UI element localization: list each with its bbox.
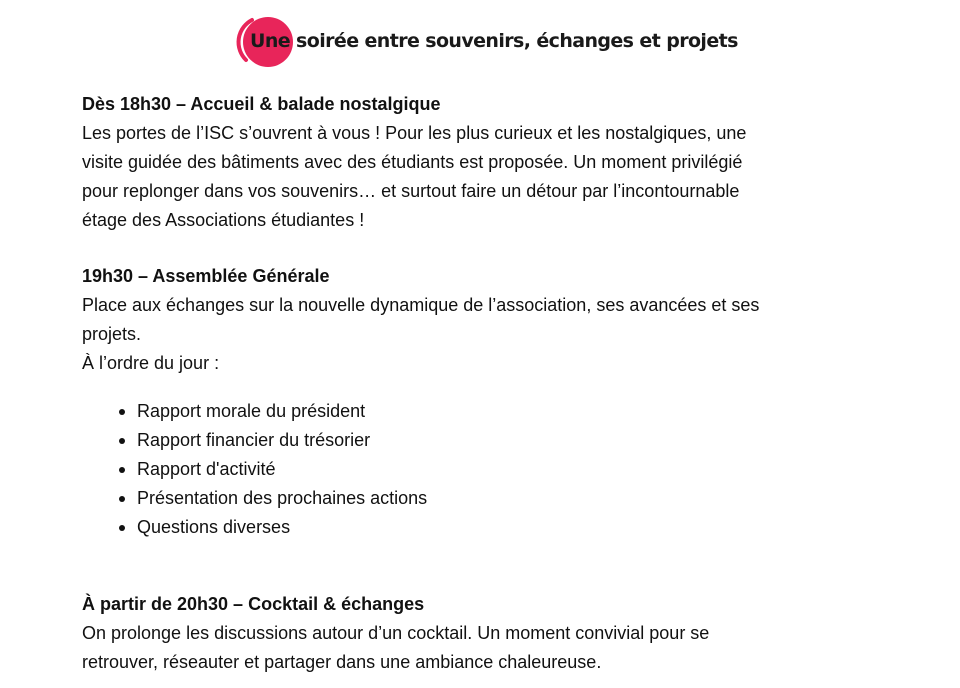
banner-title-rest: soirée entre souvenirs, échanges et projets: [290, 30, 738, 52]
spacer: [82, 542, 902, 590]
section-text-line: visite guidée des bâtiments avec des étudiants est proposée. Un moment privilégié: [82, 152, 743, 172]
spacer: [82, 235, 902, 262]
section-text-line: pour replonger dans vos souvenirs… et surtout faire un détour par l’incontournable: [82, 181, 740, 201]
spacer: [82, 378, 902, 397]
agenda-item: Rapport morale du président: [137, 397, 902, 426]
agenda-item: Questions diverses: [137, 513, 902, 542]
banner-title: [250, 30, 738, 52]
section-text-line: À l’ordre du jour :: [82, 353, 220, 373]
section-text-line: étage des Associations étudiantes !: [82, 210, 365, 230]
section-text-line: projets.: [82, 324, 142, 344]
section-cocktail: [82, 590, 902, 677]
section-title: Dès 18h30 – Accueil & balade nostalgique: [82, 94, 441, 114]
agenda-item: Présentation des prochaines actions: [137, 484, 902, 513]
event-program: [82, 90, 902, 677]
agenda-list: [82, 397, 902, 542]
banner: [0, 10, 960, 70]
section-title: 19h30 – Assemblée Générale: [82, 266, 330, 286]
section-text-line: retrouver, réseauter et partager dans une ambiance chaleureuse.: [82, 652, 602, 672]
section-text-line: Les portes de l’ISC s’ouvrent à vous ! Pour les plus curieux et les nostalgiques, une: [82, 123, 747, 143]
section-general-assembly: [82, 262, 902, 542]
section-text-line: On prolonge les discussions autour d’un cocktail. Un moment convivial pour se: [82, 623, 710, 643]
agenda-item: Rapport d'activité: [137, 455, 902, 484]
banner-title-accent: Une: [250, 30, 291, 52]
section-title: À partir de 20h30 – Cocktail & échanges: [82, 594, 425, 614]
section-text-line: Place aux échanges sur la nouvelle dynamique de l’association, ses avancées et ses: [82, 295, 760, 315]
section-welcome: [82, 90, 902, 235]
agenda-item: Rapport financier du trésorier: [137, 426, 902, 455]
